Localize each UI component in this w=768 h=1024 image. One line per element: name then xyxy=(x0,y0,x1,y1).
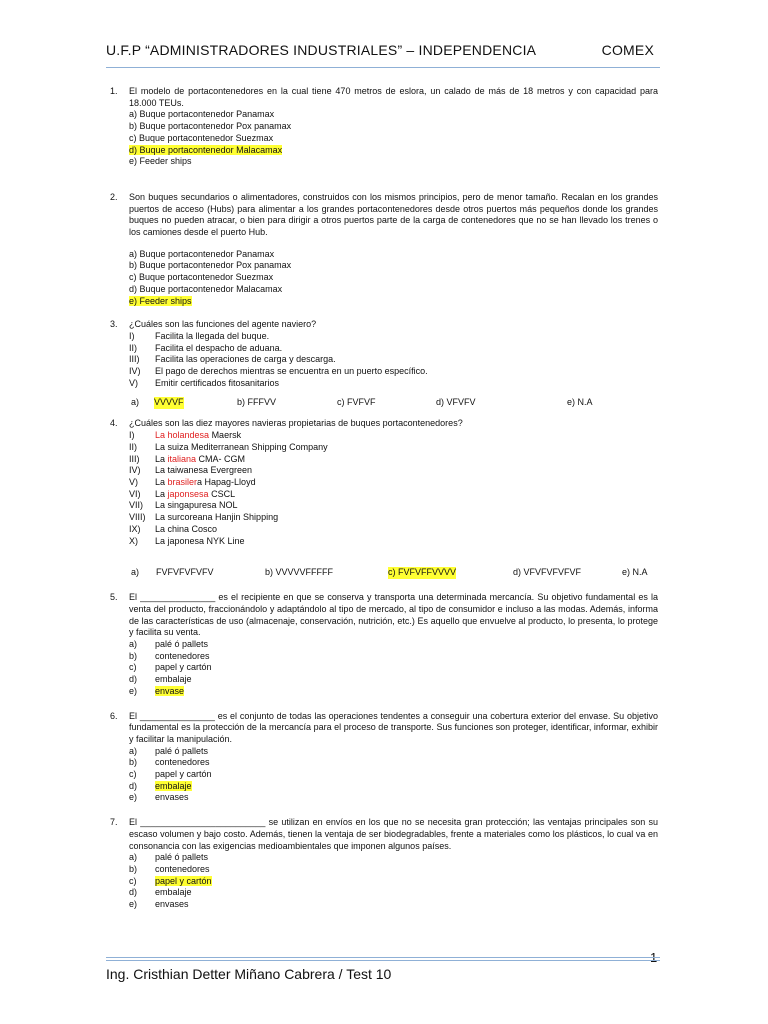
question-number: 1. xyxy=(110,86,118,96)
list-item: VI) La japonsesa CSCL xyxy=(129,488,236,499)
list-item: I) La holandesa Maersk xyxy=(129,430,242,441)
footer-rule-bottom xyxy=(106,960,660,961)
option-highlighted: e) Feeder ships xyxy=(129,295,192,306)
list-item: IX) La china Cosco xyxy=(129,523,218,534)
list-item: X) La japonesa NYK Line xyxy=(129,535,245,546)
question-number: 5. xyxy=(110,592,118,603)
option: a) palé ó pallets xyxy=(129,852,209,863)
list-item: V) La brasilera Hapag-Lloyd xyxy=(129,476,256,487)
option-highlighted: c) papel y cartón xyxy=(129,875,212,886)
option: a) palé ó pallets xyxy=(129,639,209,650)
option: d) Buque portacontenedor Malacamax xyxy=(129,283,283,294)
option-highlighted: d) embalaje xyxy=(129,780,192,791)
question-number: 4. xyxy=(110,418,118,429)
question-5 xyxy=(110,592,658,697)
option: c) papel y cartón xyxy=(129,769,212,780)
page-header xyxy=(106,42,654,62)
header-title: U.F.P “ADMINISTRADORES INDUSTRIALES” – INDEPENDENCIA xyxy=(106,42,537,58)
option-highlighted: d) Buque portacontenedor Malacamax xyxy=(129,144,283,155)
option: d) embalaje xyxy=(129,674,192,685)
option: c) papel y cartón xyxy=(129,662,212,673)
option: a) palé ó pallets xyxy=(129,745,209,756)
question-text: El modelo de portacontenedores en la cual tiene 470 metros de eslora, un calado de más de 18 metros y con capacidad para 18.000 TEUs. xyxy=(129,86,658,108)
answer-highlighted: VVVVF xyxy=(154,397,184,408)
question-1 xyxy=(110,86,658,168)
question-number: 7. xyxy=(110,817,118,828)
answer-row: a) FVFVFVFVFV b) VVVVVFFFFF c) FVFVFFVVVV d) VFVFVFVFVF e) N.A xyxy=(131,567,648,578)
list-item: VII) La singapuresa NOL xyxy=(129,500,238,511)
question-text: Son buques secundarios o alimentadores, construidos con los mismos principios, pero de menor tamaño. Recalan en los grandes puertos de acceso (Hubs) para alimentar a los grandes portacontenedores desde otros puertos más pequeños donde los grandes buques no pueden atracar, o bien para dirigir a otros puertos parte de la carga de contenedores que no se han llevado los trenes o los camiones desde el puerto Hub. xyxy=(129,191,658,238)
question-text: El _______________ es el recipiente en que se conserva y transporta una determinada mercancía. Su objetivo fundamental es la venta del producto, fraccionándolo y adaptándolo al tipo de mercado, al tipo de consumidor e incluso a las modas. Además, informa de las características de uso (almacenaje, conservación, nutrición, etc.) Es aquello que envuelve al producto, lo presenta, lo protege y facilita su venta. xyxy=(129,592,658,638)
question-7 xyxy=(110,817,658,911)
list-item: VIII) La surcoreana Hanjin Shipping xyxy=(129,512,279,523)
question-2 xyxy=(110,192,658,307)
question-text: El _________________________ se utilizan en envíos en los que no se necesita gran protección; las ventajas principales son su escaso volumen y bajo costo. Además, tienen la ventaja de ser biodegradables, frente a materiales como los plásticos, lo cual va en consonancia con las exigencias medioambientales que imponen algunos países. xyxy=(129,817,658,851)
option: b) Buque portacontenedor Pox panamax xyxy=(129,121,292,132)
option: c) Buque portacontenedor Suezmax xyxy=(129,272,274,283)
answer-row: a) VVVVF b) FFFVV c) FVFVF d) VFVFV e) N.A xyxy=(131,397,593,408)
option: a) Buque portacontenedor Panamax xyxy=(129,109,275,120)
option: a) Buque portacontenedor Panamax xyxy=(129,248,275,259)
option: e) Feeder ships xyxy=(129,156,192,167)
question-6 xyxy=(110,711,658,805)
list-item: III) Facilita las operaciones de carga y descarga. xyxy=(129,354,336,365)
question-number: 3. xyxy=(110,319,118,330)
list-item: II) Facilita el despacho de aduana. xyxy=(129,342,283,353)
answer-highlighted: c) FVFVFFVVVV xyxy=(388,567,457,578)
footer-rule-top xyxy=(106,957,660,958)
option: b) Buque portacontenedor Pox panamax xyxy=(129,260,292,271)
list-item: II) La suiza Mediterranean Shipping Company xyxy=(129,441,328,452)
list-item: III) La italiana CMA- CGM xyxy=(129,453,246,464)
option: c) Buque portacontenedor Suezmax xyxy=(129,132,274,143)
list-item: V) Emitir certificados fitosanitarios xyxy=(129,377,280,388)
question-4 xyxy=(110,418,658,579)
list-item: I) Facilita la llegada del buque. xyxy=(129,330,270,341)
option: b) contenedores xyxy=(129,863,210,874)
option: b) contenedores xyxy=(129,650,210,661)
option: b) contenedores xyxy=(129,757,210,768)
question-text: El _______________ es el conjunto de todas las operaciones tendentes a conseguir una cobertura exterior del envase. Su objetivo fundamental es la protección de la mercancía para el proceso de transporte. Sus funciones son proteger, identificar, informar, exhibir y facilitar la manipulación. xyxy=(129,710,658,744)
list-item: IV) El pago de derechos mientras se encuentra en un puerto específico. xyxy=(129,366,428,377)
header-subject: COMEX xyxy=(601,42,654,58)
question-number: 2. xyxy=(110,191,118,202)
question-text: ¿Cuáles son las funciones del agente naviero? xyxy=(129,319,317,330)
footer-author: Ing. Cristhian Detter Miñano Cabrera / Test 10 xyxy=(106,966,392,982)
question-text: ¿Cuáles son las diez mayores navieras propietarias de buques portacontenedores? xyxy=(129,418,463,429)
test-content xyxy=(110,86,658,911)
list-item: IV) La taiwanesa Evergreen xyxy=(129,465,253,476)
option-highlighted: e) envase xyxy=(129,685,185,696)
option: e) envases xyxy=(129,899,189,910)
option: e) envases xyxy=(129,792,189,803)
question-number: 6. xyxy=(110,710,118,721)
header-rule xyxy=(106,67,660,68)
option: d) embalaje xyxy=(129,887,192,898)
question-3 xyxy=(110,319,658,409)
